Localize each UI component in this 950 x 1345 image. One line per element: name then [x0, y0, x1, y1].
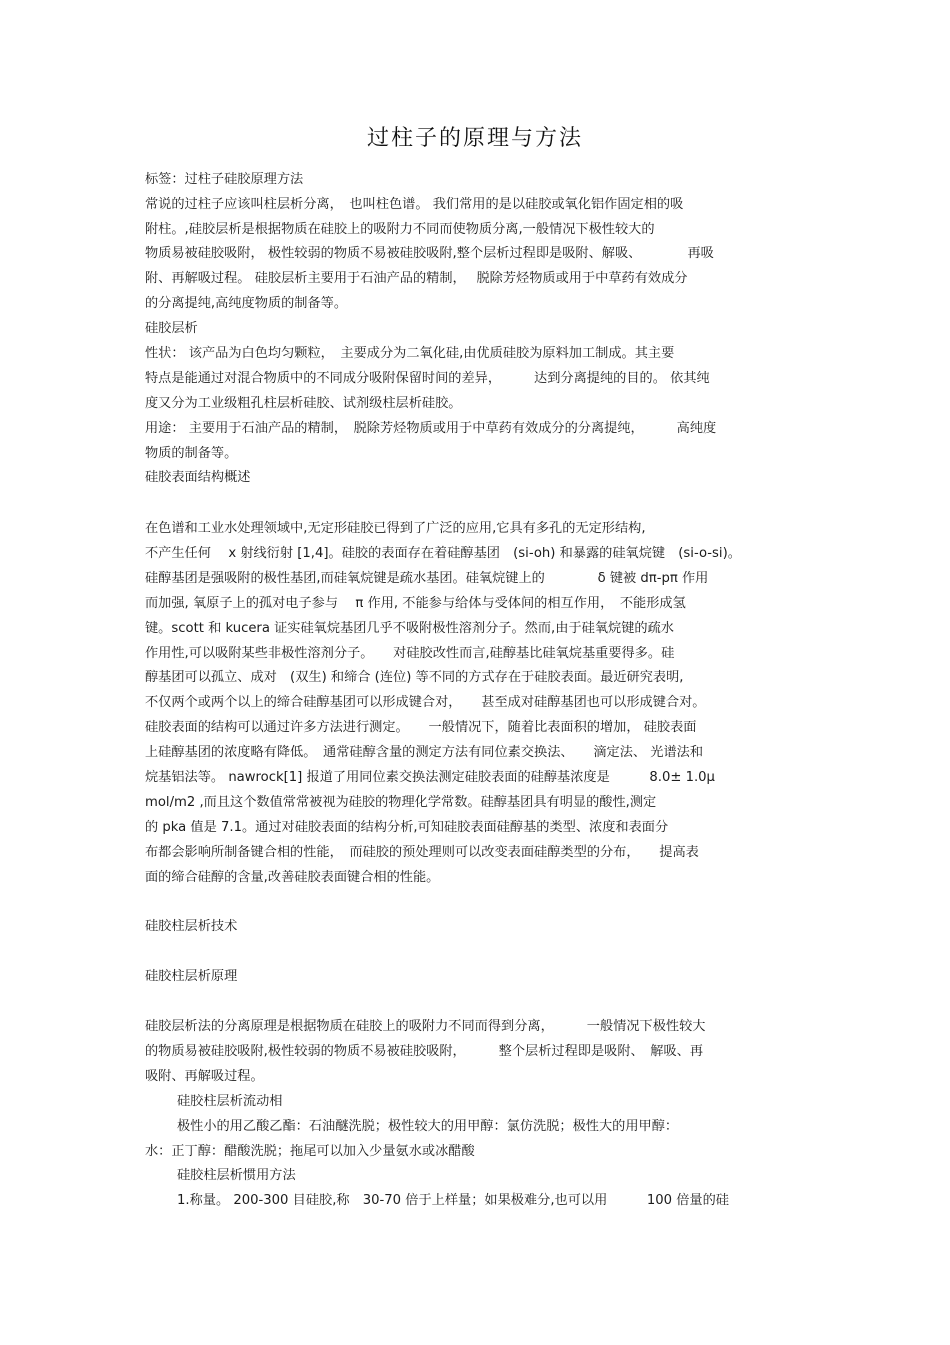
- intro-line-5: 的分离提纯,高纯度物质的制备等。: [145, 296, 348, 311]
- surface-line-15: 面的缔合硅醇的含量,改善硅胶表面键合相的性能。: [145, 870, 440, 885]
- surface-line-7: 醇基团可以孤立、成对 (双生) 和缔合 (连位) 等不同的方式存在于硅胶表面。最近研究表明,: [145, 670, 684, 685]
- surface-line-6: 作用性,可以吸附某些非极性溶剂分子。 对硅胶改性而言,硅醇基比硅氧烷基重要得多。硅: [145, 646, 675, 661]
- surface-line-2: 不产生任何 x 射线衍射 [1,4]。硅胶的表面存在着硅醇基团 (si-oh) 和暴露的硅氧烷键 (si-o-si)。: [145, 546, 741, 561]
- intro-line-1: 常说的过柱子应该叫柱层析分离， 也叫柱色谱。 我们常用的是以硅胶或氧化铝作固定相的吸: [145, 197, 684, 212]
- surface-line-4: 而加强, 氧原子上的孤对电子参与 π 作用, 不能参与给体与受体间的相互作用， 不能形成氢: [145, 596, 686, 611]
- properties-line-1: 性状： 该产品为白色均匀颗粒， 主要成分为二氧化硅,由优质硅胶为原料加工制成。其主要: [145, 346, 675, 361]
- heading-mobile-phase: 硅胶柱层析流动相: [177, 1094, 283, 1109]
- surface-line-8: 不仅两个或两个以上的缔合硅醇基团可以形成键合对， 甚至成对硅醇基团也可以形成键合对。: [145, 695, 706, 710]
- surface-line-1: 在色谱和工业水处理领域中,无定形硅胶已得到了广泛的应用,它具有多孔的无定形结构,: [145, 521, 646, 536]
- properties-line-3: 度又分为工业级粗孔柱层析硅胶、试剂级柱层析硅胶。: [145, 396, 462, 411]
- methods-line-1: 1.称量。 200-300 目硅胶,称 30-70 倍于上样量；如果极难分,也可以用 100 倍量的硅: [177, 1193, 729, 1208]
- usage-line-1: 用途： 主要用于石油产品的精制， 脱除芳烃物质或用于中草药有效成分的分离提纯， 高纯度: [145, 421, 717, 436]
- tags-line: 标签：过柱子硅胶原理方法: [145, 172, 304, 187]
- heading-methods: 硅胶柱层析惯用方法: [177, 1168, 296, 1183]
- surface-line-14: 布都会影响所制备键合相的性能， 而硅胶的预处理则可以改变表面硅醇类型的分布， 提高表: [145, 845, 699, 860]
- surface-line-3: 硅醇基团是强吸附的极性基团,而硅氧烷键是疏水基团。硅氧烷键上的 δ 键被 dπ-pπ 作用: [145, 571, 709, 586]
- principle-line-1: 硅胶层析法的分离原理是根据物质在硅胶上的吸附力不同而得到分离， 一般情况下极性较大: [145, 1019, 706, 1034]
- properties-line-2: 特点是能通过对混合物质中的不同成分吸附保留时间的差异， 达到分离提纯的目的。 依其纯: [145, 371, 710, 386]
- heading-surface: 硅胶表面结构概述: [145, 470, 251, 485]
- intro-line-4: 附、再解吸过程。 硅胶层析主要用于石油产品的精制， 脱除芳烃物质或用于中草药有效成分: [145, 271, 688, 286]
- surface-line-12: mol/m2 ,而且这个数值常常被视为硅胶的物理化学常数。硅醇基团具有明显的酸性,测定: [145, 795, 657, 810]
- surface-line-5: 键。scott 和 kucera 证实硅氧烷基团几乎不吸附极性溶剂分子。然而,由于硅氧烷键的疏水: [145, 621, 674, 636]
- principle-line-3: 吸附、再解吸过程。: [145, 1069, 264, 1084]
- mobile-phase-line-2: 水：正丁醇：醋酸洗脱；拖尾可以加入少量氨水或冰醋酸: [145, 1144, 475, 1159]
- heading-column-principle: 硅胶柱层析原理: [145, 969, 238, 984]
- page-title: 过柱子的原理与方法: [366, 126, 583, 151]
- intro-line-3: 物质易被硅胶吸附， 极性较弱的物质不易被硅胶吸附,整个层析过程即是吸附、解吸、 再吸: [145, 246, 714, 261]
- principle-line-2: 的物质易被硅胶吸附,极性较弱的物质不易被硅胶吸附， 整个层析过程即是吸附、 解吸、再: [145, 1044, 704, 1059]
- mobile-phase-line-1: 极性小的用乙酸乙酯：石油醚洗脱；极性较大的用甲醇：氯仿洗脱；极性大的用甲醇：: [177, 1119, 679, 1134]
- heading-chromatography: 硅胶层析: [145, 321, 198, 336]
- surface-line-11: 烷基铝法等。 nawrock[1] 报道了用同位素交换法测定硅胶表面的硅醇基浓度是 8.0± 1.0μ: [145, 770, 715, 785]
- intro-line-2: 附柱。,硅胶层析是根据物质在硅胶上的吸附力不同而使物质分离,一般情况下极性较大的: [145, 222, 655, 237]
- surface-line-13: 的 pka 值是 7.1。通过对硅胶表面的结构分析,可知硅胶表面硅醇基的类型、浓度和表面分: [145, 820, 669, 835]
- surface-line-9: 硅胶表面的结构可以通过许多方法进行测定。 一般情况下，随着比表面积的增加， 硅胶表面: [145, 720, 697, 735]
- usage-line-2: 物质的制备等。: [145, 446, 238, 461]
- surface-line-10: 上硅醇基团的浓度略有降低。 通常硅醇含量的测定方法有同位素交换法、 滴定法、 光谱法和: [145, 745, 704, 760]
- heading-column-tech: 硅胶柱层析技术: [145, 919, 238, 934]
